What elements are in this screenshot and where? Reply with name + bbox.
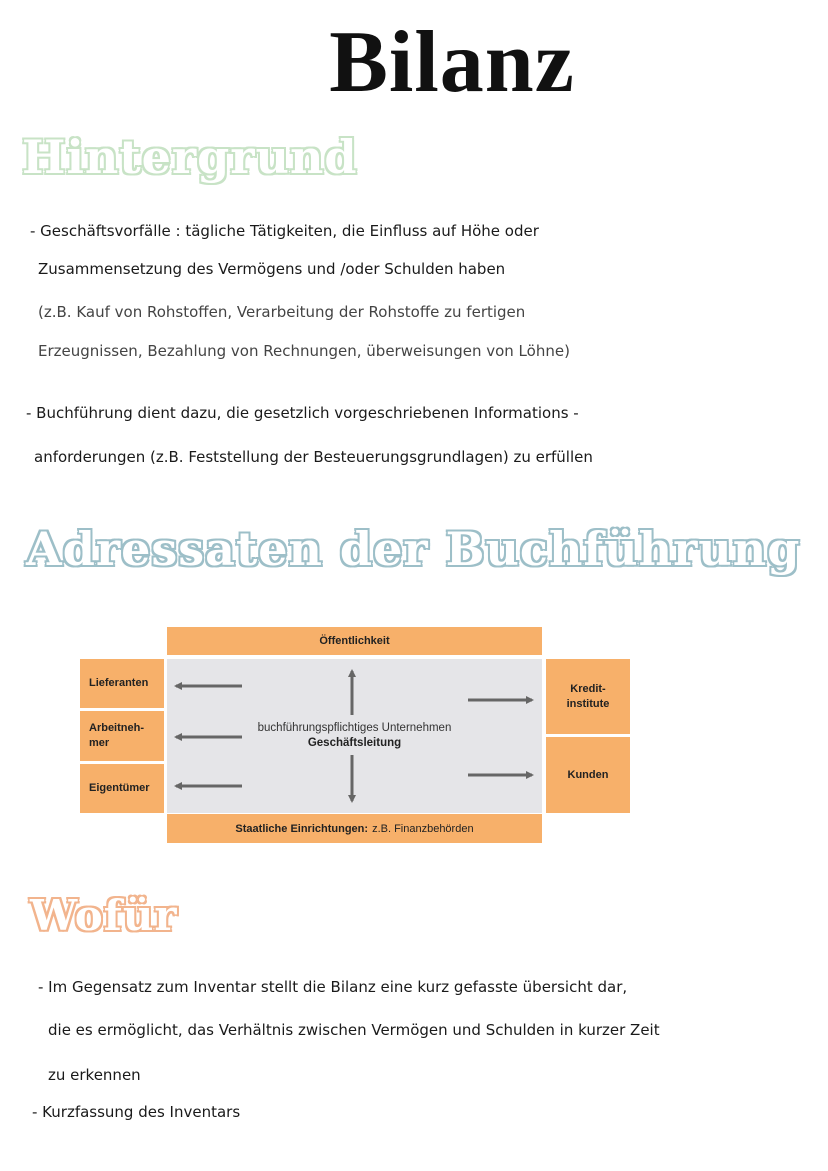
text-line: - Buchführung dient dazu, die gesetzlich vorgeschriebenen Informations - (26, 404, 579, 422)
text-line: - Im Gegensatz zum Inventar stellt die Bilanz eine kurz gefasste übersicht dar, (38, 978, 628, 996)
diagram-label-employees-1: Arbeitneh- (89, 722, 144, 734)
text-line: Erzeugnissen, Bezahlung von Rechnungen, überweisungen von Löhne) (38, 342, 570, 360)
diagram-arrows (80, 627, 630, 844)
heading-wofuer: Wofür (30, 891, 178, 940)
diagram-label-employees-2: mer (89, 737, 110, 749)
diagram-label-banks-2: institute (566, 697, 610, 710)
diagram-label-suppliers: Lieferanten (89, 677, 149, 689)
text-line: - Geschäftsvorfälle : tägliche Tätigkeiten, die Einfluss auf Höhe oder (30, 222, 539, 240)
diagram-label-public: Öffentlichkeit (319, 635, 390, 647)
diagram-label-customers: Kunden (567, 768, 609, 781)
text-line: (z.B. Kauf von Rohstoffen, Verarbeitung der Rohstoffe zu fertigen (38, 303, 526, 321)
diagram-center-line2: Geschäftsleitung (307, 737, 402, 749)
diagram-center-line1: buchführungspflichtiges Unternehmen (257, 722, 452, 734)
diagram-label-government: Staatliche Einrichtungen: (235, 822, 369, 835)
page-title: Bilanz (329, 14, 575, 111)
text-line: Zusammensetzung des Vermögens und /oder Schulden haben (38, 260, 506, 278)
diagram-label-government-example: z.B. Finanzbehörden (372, 822, 474, 835)
text-line: die es ermöglicht, das Verhältnis zwischen Vermögen und Schulden in kurzer Zeit (48, 1021, 660, 1039)
text-line: - Kurzfassung des Inventars (32, 1103, 241, 1121)
diagram-label-owners: Eigentümer (89, 782, 150, 794)
heading-adressaten: Adressaten der Buchführung (26, 522, 801, 576)
diagram-label-banks-1: Kredit- (570, 682, 606, 695)
text-line: zu erkennen (48, 1066, 141, 1084)
addressees-diagram (80, 627, 630, 844)
text-line: anforderungen (z.B. Feststellung der Besteuerungsgrundlagen) zu erfüllen (34, 448, 593, 466)
heading-hintergrund: Hintergrund (22, 130, 358, 184)
